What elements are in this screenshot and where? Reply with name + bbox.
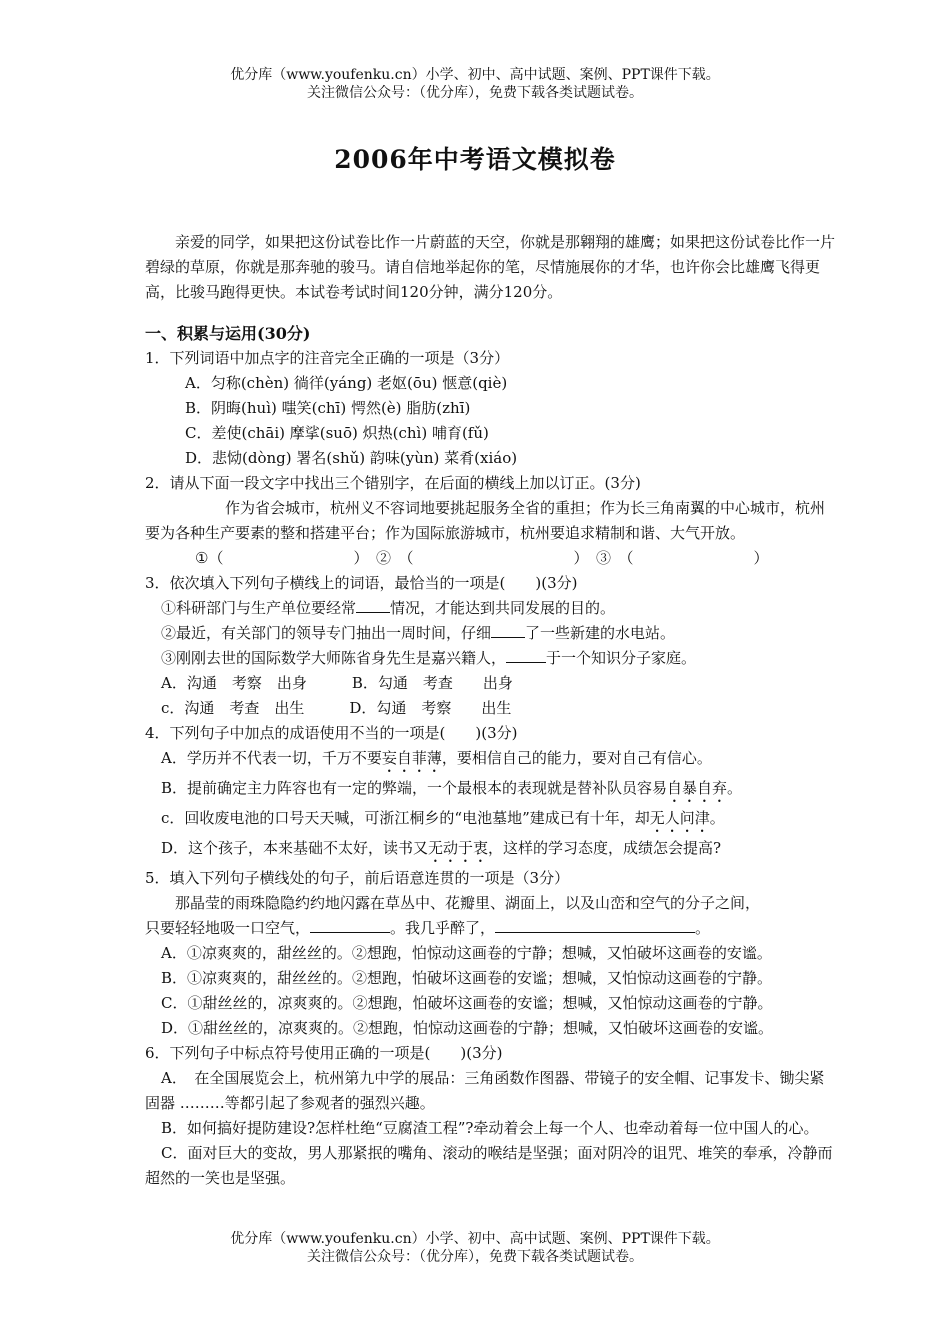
- q3-s3-text-a: ③刚刚去世的国际数学大师陈省身先生是嘉兴籍人，: [161, 649, 507, 667]
- intro-paragraph: 亲爱的同学，如果把这份试卷比作一片蔚蓝的天空，你就是那翱翔的雄鹰；如果把这份试卷比作一片碧绿的草原，你就是那奔驰的骏马。请自信地举起你的笔，尽情施展你的才华，也许你会比雄鹰飞得更高，比骏马跑得更快。本试卷考试时间120分钟，满分120分。: [145, 233, 836, 301]
- q4-b-text-2: 。: [727, 779, 743, 797]
- q2-stem: 2．请从下面一段文字中找出三个错别字，在后面的横线上加以订正。(3分): [145, 474, 641, 492]
- q3-sentence-1: [145, 596, 835, 621]
- exam-title: 2006年中考语文模拟卷: [334, 145, 616, 174]
- q5-text-c: 。: [695, 919, 711, 937]
- q6-option-a: A． 在全国展览会上，杭州第九中学的展品：三角函数作图器、带镜子的安全帽、记事发卡、锄尖紧固器 ………等都引起了参观者的强烈兴趣。: [145, 1069, 825, 1112]
- q3-options-ab: A．沟通 考察 出身 B．勾通 考查 出身: [161, 674, 513, 692]
- question-2: [145, 471, 835, 571]
- q1-option-a: A．匀称(chèn) 徜徉(yáng) 老妪(ōu) 惬意(qiè): [185, 374, 508, 392]
- q5-option-c: C．①甜丝丝的，凉爽爽的。②想跑，怕破坏这画卷的安谧；想喊，又怕惊动这画卷的宁静。: [161, 994, 773, 1012]
- q3-s3-text-b: 于一个知识分子家庭。: [546, 649, 697, 667]
- q3-s1-text-b: 情况，才能达到共同发展的目的。: [390, 599, 616, 617]
- q6-stem: 6．下列句子中标点符号使用正确的一项是( )(3分): [145, 1044, 503, 1062]
- header-line-1: 优分库（www.youfenku.cn）小学、初中、高中试题、案例、PPT课件下载。: [230, 67, 720, 83]
- q3-sentence-2: [145, 621, 835, 646]
- footer-line-2: 关注微信公众号：（优分库），免费下载各类试题试卷。: [307, 1249, 643, 1265]
- question-3: [145, 571, 835, 721]
- section-heading: 一、积累与运用(30分): [145, 324, 311, 343]
- q5-blank-1[interactable]: [310, 916, 390, 933]
- q5-stem: 5．填入下列句子横线处的句子，前后语意连贯的一项是（3分）: [145, 869, 570, 887]
- question-1: [145, 346, 835, 471]
- q5-passage-1: 那晶莹的雨珠隐隐约约地闪露在草丛中、花瓣里、湖面上，以及山峦和空气的分子之间，: [175, 894, 761, 912]
- q3-blank-1[interactable]: [356, 596, 390, 613]
- footer-line-1: 优分库（www.youfenku.cn）小学、初中、高中试题、案例、PPT课件下载。: [230, 1231, 720, 1247]
- q4-c-idiom: 无人问津: [649, 809, 710, 827]
- q3-s1-text-a: ①科研部门与生产单位要经常: [161, 599, 357, 617]
- q3-blank-2[interactable]: [491, 621, 525, 638]
- q5-passage-2: [145, 916, 835, 941]
- q1-stem: 1．下列词语中加点字的注音完全正确的一项是（3分）: [145, 349, 510, 367]
- q4-c-text-1: c．回收废电池的口号天天喊，可浙江桐乡的“电池墓地”建成已有十年，却: [161, 809, 650, 827]
- q4-d-idiom: 无动于衷: [428, 839, 489, 857]
- q3-options-cd: c．沟通 考查 出生 D．勾通 考察 出生: [161, 699, 512, 717]
- q2-blank-3-open: ） ③ （: [573, 549, 634, 567]
- q3-blank-3[interactable]: [506, 646, 546, 663]
- q4-option-c: [145, 806, 835, 836]
- exam-body: [145, 230, 835, 1191]
- q4-b-idiom: 自暴自弃: [667, 779, 728, 797]
- q4-option-b: [145, 776, 835, 806]
- q4-option-d: [145, 836, 835, 866]
- q5-text-b: 。我几乎醉了，: [390, 919, 496, 937]
- q3-s2-text-a: ②最近，有关部门的领导专门抽出一周时间，仔细: [161, 624, 492, 642]
- q2-answer-row: [145, 546, 835, 571]
- q6-option-b: B．如何搞好提防建设?怎样杜绝“豆腐渣工程”?牵动着会上每一个人、也牵动着每一位中国人的心。: [161, 1119, 819, 1137]
- question-5: [145, 866, 835, 1041]
- q4-a-idiom: 妄自菲薄: [381, 749, 442, 767]
- q5-option-d: D．①甜丝丝的，凉爽爽的。②想跑，怕惊动这画卷的宁静；想喊，又怕破坏这画卷的安谧。: [161, 1019, 774, 1037]
- q5-blank-2[interactable]: [495, 916, 695, 933]
- q2-blank-2-open: ） ② （: [353, 549, 414, 567]
- q2-passage: 作为省会城市，杭州义不容词地要挑起服务全省的重担；作为长三角南翼的中心城市，杭州要为各种生产要素的整和搭建平台；作为国际旅游城市，杭州要追求精制和谐、大气开放。: [145, 499, 826, 542]
- q1-option-d: D．悲恸(dòng) 署名(shǔ) 韵味(yùn) 菜肴(xiáo): [185, 449, 518, 467]
- q4-b-text-1: B．提前确定主力阵容也有一定的弊端，一个最根本的表现就是替补队员容易: [161, 779, 668, 797]
- q3-s2-text-b: 了一些新建的水电站。: [525, 624, 676, 642]
- q1-option-c: C．差使(chāi) 摩挲(suō) 炽热(chì) 哺育(fǔ): [185, 424, 489, 442]
- q4-d-text-2: ，这样的学习态度，成绩怎会提高?: [488, 839, 722, 857]
- q5-text-a: 只要轻轻地吸一口空气，: [145, 919, 311, 937]
- page-header: [0, 66, 950, 102]
- header-line-2: 关注微信公众号：（优分库），免费下载各类试题试卷。: [307, 85, 643, 101]
- q5-option-a: A．①凉爽爽的，甜丝丝的。②想跑，怕惊动这画卷的宁静；想喊，又怕破坏这画卷的安谧。: [161, 944, 772, 962]
- q6-option-c: C．面对巨大的变故，男人那紧抿的嘴角、滚动的喉结是坚强；面对阴冷的诅咒、堆笑的奉承，冷静而超然的一笑也是坚强。: [145, 1144, 833, 1187]
- question-6: [145, 1041, 835, 1191]
- q1-option-b: B．阴晦(huì) 嗤笑(chī) 愕然(è) 脂肪(zhī): [185, 399, 471, 417]
- q3-sentence-3: [145, 646, 835, 671]
- q3-stem: 3．依次填入下列句子横线上的词语，最恰当的一项是( )(3分): [145, 574, 578, 592]
- q4-option-a: [145, 746, 835, 776]
- page-footer: [0, 1230, 950, 1266]
- q4-c-text-2: 。: [709, 809, 725, 827]
- q5-option-b: B．①凉爽爽的，甜丝丝的。②想跑，怕破坏这画卷的安谧；想喊，又怕惊动这画卷的宁静。: [161, 969, 773, 987]
- q4-stem: 4．下列句子中加点的成语使用不当的一项是( )(3分): [145, 724, 518, 742]
- q2-blank-1-open: ①（: [195, 549, 224, 567]
- q4-d-text-1: D．这个孩子，本来基础不太好，读书又: [161, 839, 429, 857]
- question-4: [145, 721, 835, 866]
- q4-a-text-2: ，要相信自己的能力，要对自己有信心。: [441, 749, 712, 767]
- q4-a-text-1: A．学历并不代表一切，千万不要: [161, 749, 382, 767]
- q2-blank-close: ）: [753, 549, 769, 567]
